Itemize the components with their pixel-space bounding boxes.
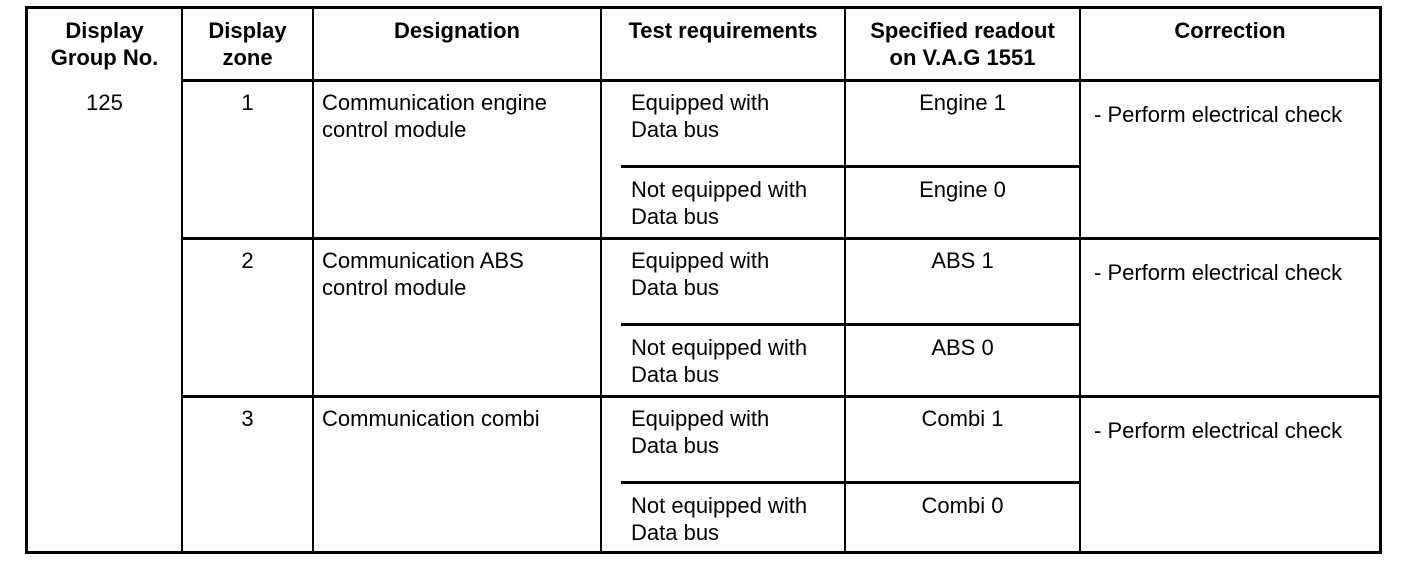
header-display-group-line1: Display xyxy=(65,18,144,43)
header-display-group xyxy=(28,17,181,71)
requirement-line1: Not equipped with xyxy=(631,493,808,518)
readout-not-equipped: ABS 0 xyxy=(931,335,994,360)
header-display-zone-line1: Display xyxy=(208,18,287,43)
requirement-line1: Equipped with xyxy=(631,90,770,115)
zone-number: 3 xyxy=(241,406,254,431)
header-specified-readout xyxy=(846,17,1079,71)
test-requirement-not-equipped xyxy=(631,334,807,388)
subrow-divider xyxy=(621,323,1081,326)
requirement-line2: Data bus xyxy=(631,433,720,458)
row-divider xyxy=(181,237,1379,240)
display-group-number: 125 xyxy=(86,90,123,115)
designation-line1: Communication ABS xyxy=(322,248,524,273)
zone-number: 1 xyxy=(241,90,254,115)
subrow-divider xyxy=(621,165,1081,168)
subrow-divider xyxy=(621,481,1081,484)
test-requirement-not-equipped xyxy=(631,492,807,546)
header-display-zone-line2: zone xyxy=(222,45,273,70)
requirement-line1: Not equipped with xyxy=(631,177,808,202)
header-correction xyxy=(1081,17,1379,44)
header-readout-line1: Specified readout xyxy=(870,18,1055,43)
readout-equipped: Combi 1 xyxy=(921,406,1004,431)
test-requirement-equipped xyxy=(631,405,769,459)
test-requirement-equipped xyxy=(631,247,769,301)
designation-cell xyxy=(322,247,524,301)
header-divider xyxy=(181,79,1379,82)
readout-not-equipped: Combi 0 xyxy=(921,493,1004,518)
header-readout-line2: on V.A.G 1551 xyxy=(889,45,1036,70)
requirement-line2: Data bus xyxy=(631,117,720,142)
header-designation xyxy=(314,17,600,44)
designation-line1: Communication combi xyxy=(322,406,540,431)
designation-line2: control module xyxy=(322,117,467,142)
requirement-line2: Data bus xyxy=(631,204,720,229)
designation-line2: control module xyxy=(322,275,467,300)
correction-cell: - Perform electrical check xyxy=(1094,418,1343,443)
requirement-line2: Data bus xyxy=(631,275,720,300)
column-divider xyxy=(312,9,314,551)
row-divider xyxy=(181,395,1379,398)
header-test-requirements xyxy=(602,17,844,44)
column-divider xyxy=(1079,9,1081,551)
correction-cell: - Perform electrical check xyxy=(1094,102,1343,127)
designation-cell xyxy=(322,405,540,432)
requirement-line1: Equipped with xyxy=(631,248,770,273)
test-requirement-not-equipped xyxy=(631,176,807,230)
correction-cell: - Perform electrical check xyxy=(1094,260,1343,285)
designation-line1: Communication engine xyxy=(322,90,548,115)
zone-number: 2 xyxy=(241,248,254,273)
requirement-line2: Data bus xyxy=(631,362,720,387)
header-test-requirements-text: Test requirements xyxy=(628,18,818,43)
designation-cell xyxy=(322,89,547,143)
test-requirement-equipped xyxy=(631,89,769,143)
header-display-zone xyxy=(183,17,312,71)
display-group-table xyxy=(25,6,1382,554)
header-designation-text: Designation xyxy=(394,18,520,43)
readout-equipped: ABS 1 xyxy=(931,248,994,273)
readout-not-equipped: Engine 0 xyxy=(919,177,1006,202)
readout-equipped: Engine 1 xyxy=(919,90,1006,115)
header-correction-text: Correction xyxy=(1174,18,1286,43)
column-divider xyxy=(600,9,602,551)
requirement-line2: Data bus xyxy=(631,520,720,545)
header-display-group-line2: Group No. xyxy=(50,45,159,70)
requirement-line1: Not equipped with xyxy=(631,335,808,360)
requirement-line1: Equipped with xyxy=(631,406,770,431)
